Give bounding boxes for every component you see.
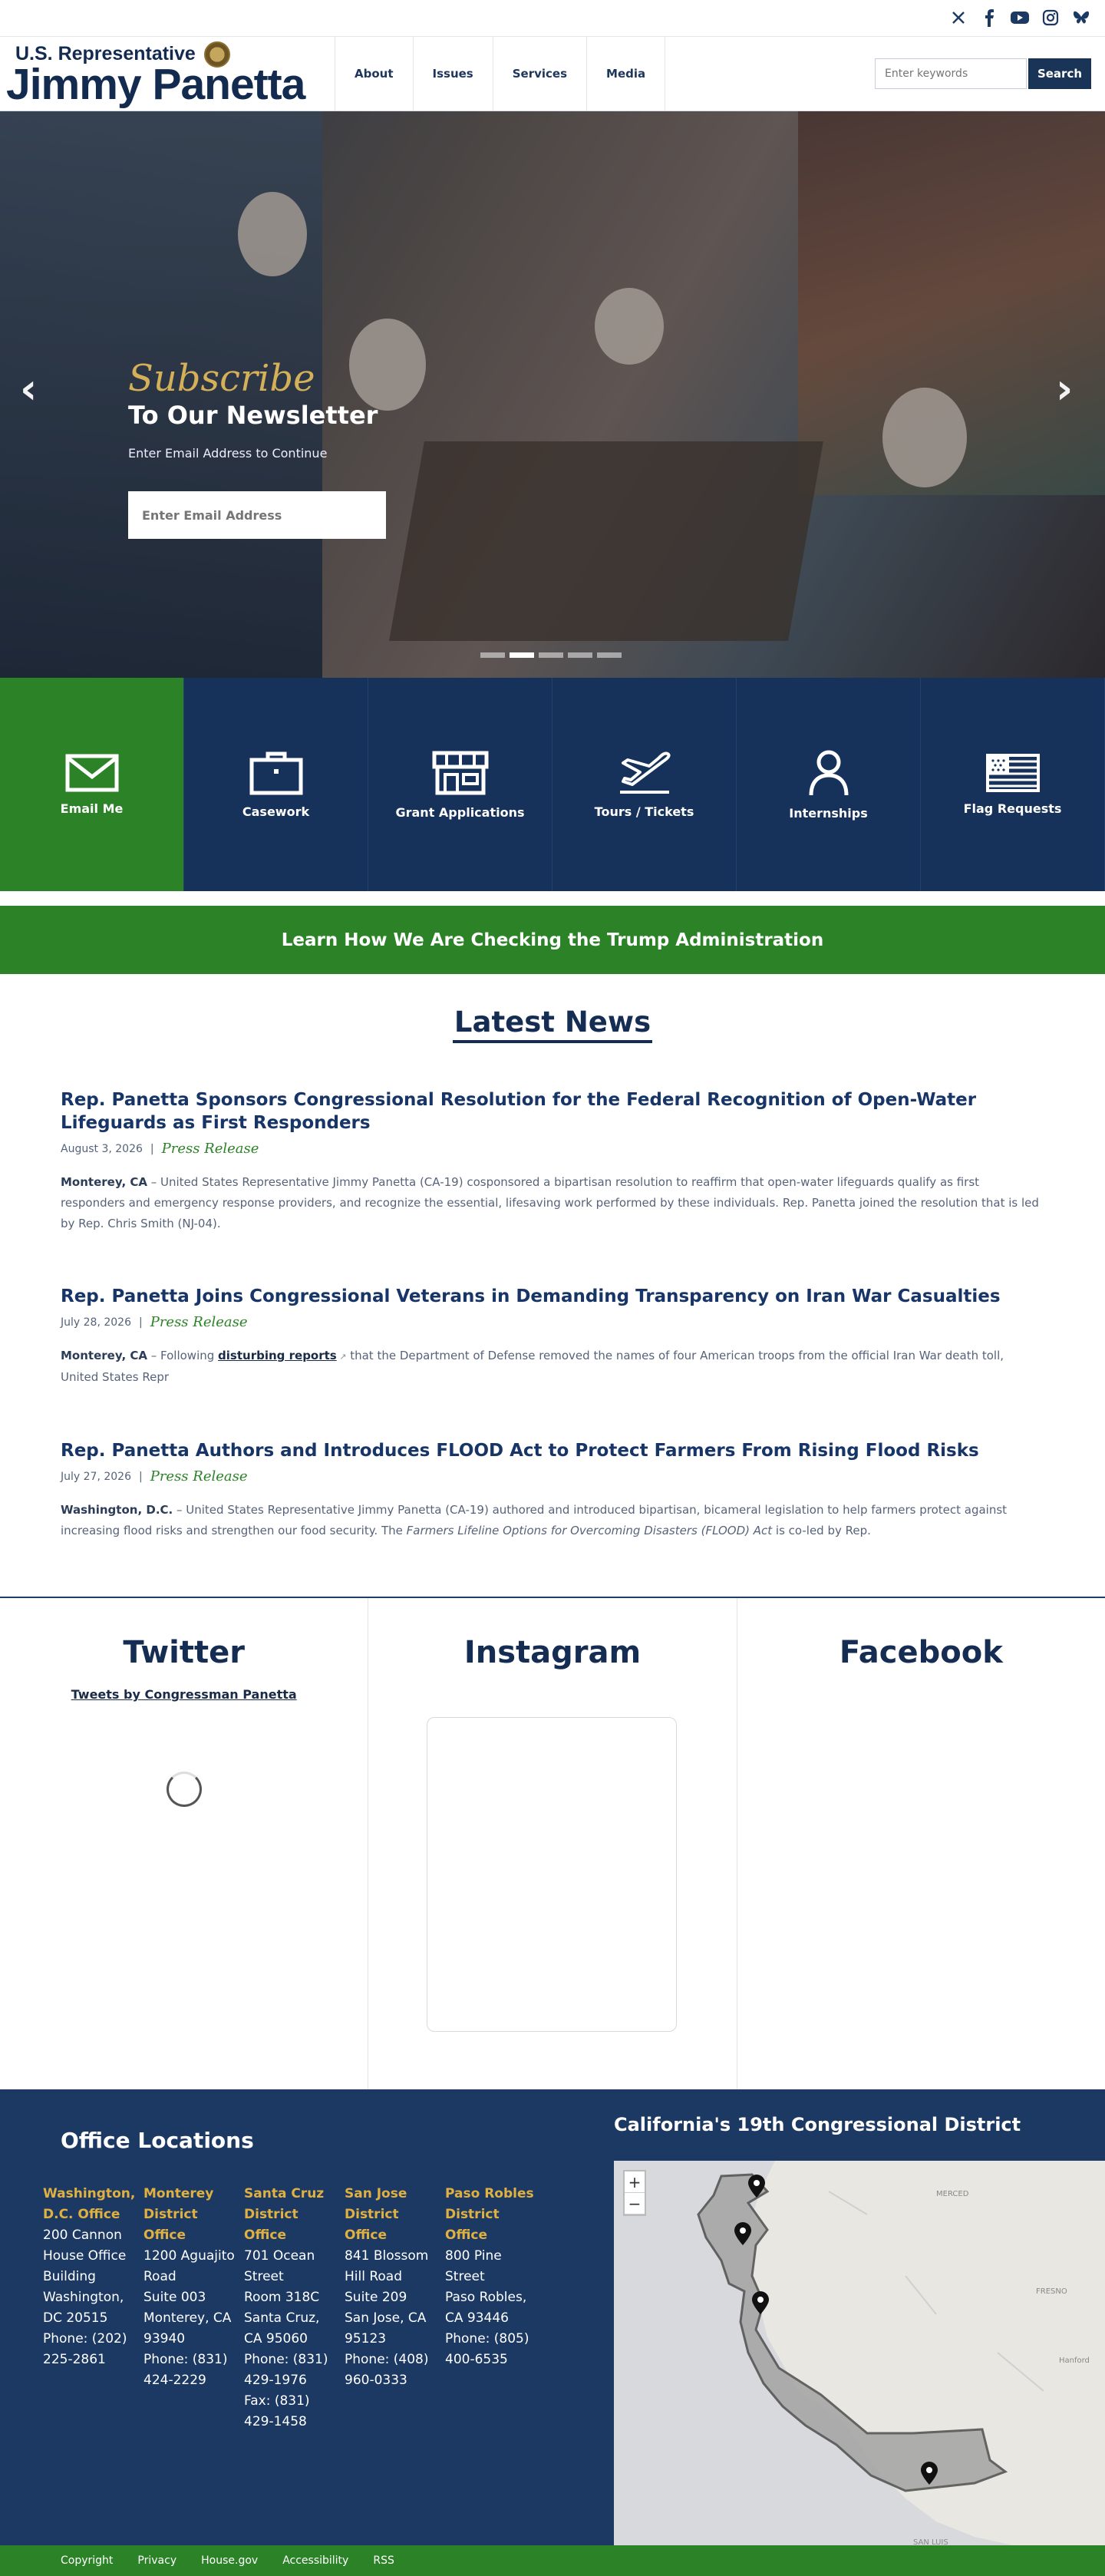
tile-grant-applications[interactable] — [368, 678, 552, 891]
news-body: – Following — [147, 1349, 219, 1362]
district-shape — [614, 2161, 1105, 2545]
x-icon[interactable] — [947, 6, 970, 29]
tile-internships[interactable] — [737, 678, 921, 891]
tile-label: Email Me — [60, 801, 124, 816]
logo-title[interactable]: U.S. Representative — [15, 43, 196, 64]
map-zoom-controls — [623, 2170, 646, 2216]
search-input[interactable] — [875, 58, 1027, 89]
external-link-icon: ↗ — [336, 1352, 347, 1362]
news-meta — [61, 1141, 1043, 1157]
office-line: San Jose, CA 95123 — [345, 2310, 427, 2346]
news-body: – United States Representative Jimmy Panetta (CA-19) authored and introduced bipartisan, bicameral legislation to help farmers protect against increasing flood risks and strengthen our food security. The — [61, 1503, 1008, 1537]
footer-link-copyright[interactable]: Copyright — [61, 2555, 114, 2567]
office-phone: Phone: (202) 225-2861 — [43, 2331, 127, 2367]
news-body: is co-led by Rep. — [772, 1524, 871, 1537]
footer-link-privacy[interactable]: Privacy — [137, 2555, 177, 2567]
next-arrow-icon[interactable]: › — [1056, 365, 1074, 413]
district-map-heading: California's 19th Congressional District — [614, 2114, 1021, 2135]
news-location: Monterey, CA — [61, 1175, 147, 1189]
office-line: 1200 Aguajito Road — [143, 2248, 235, 2284]
carousel-dot[interactable] — [539, 652, 563, 658]
office-san-jose — [345, 2184, 445, 2432]
footer-link-house-gov[interactable]: House.gov — [201, 2555, 259, 2567]
news-title[interactable]: Rep. Panetta Joins Congressional Veterans in Demanding Transparency on Iran War Casualties — [61, 1286, 1001, 1306]
office-line: Washington, DC 20515 — [43, 2290, 124, 2326]
zoom-out-button[interactable]: − — [625, 2193, 645, 2214]
twitter-heading: Twitter — [123, 1635, 245, 1670]
newsletter-desc: Enter Email Address to Continue — [128, 446, 328, 461]
office-line: 800 Pine Street — [445, 2248, 502, 2284]
logo-name[interactable]: Jimmy Panetta — [6, 60, 305, 109]
map-pin-icon[interactable] — [748, 2175, 765, 2198]
news-date: August 3, 2026 — [61, 1142, 143, 1155]
map-pin-icon[interactable] — [752, 2291, 769, 2314]
news-body: – United States Representative Jimmy Panetta (CA-19) cosponsored a bipartisan resolution to reaffirm that open-water lifeguards qualify as first responders and emergency response providers, and recognize the essential, lifesaving work performed by these individuals. Rep. Panetta joined the resolution that is led by Rep. Chris Smith (NJ-04). — [61, 1175, 1039, 1230]
facebook-heading: Facebook — [839, 1635, 1003, 1670]
news-tag: Press Release — [161, 1141, 259, 1157]
news-excerpt — [61, 1346, 1043, 1388]
office-line: Santa Cruz, CA 95060 — [244, 2310, 320, 2346]
person-icon — [807, 749, 850, 797]
envelope-icon — [65, 754, 119, 792]
carousel-dot[interactable] — [597, 652, 622, 658]
map-pin-icon[interactable] — [734, 2222, 751, 2245]
zoom-in-button[interactable]: + — [625, 2171, 645, 2193]
carousel-dot[interactable] — [480, 652, 505, 658]
nav-services[interactable]: Services — [493, 37, 586, 111]
tile-label: Flag Requests — [963, 801, 1062, 816]
newsletter-title: To Our Newsletter — [128, 401, 378, 430]
news-location: Monterey, CA — [61, 1349, 147, 1362]
news-item — [61, 1285, 1043, 1388]
tile-tours-tickets[interactable] — [552, 678, 737, 891]
bottom-links — [0, 2545, 1105, 2576]
news-title[interactable]: Rep. Panetta Sponsors Congressional Resolution for the Federal Recognition of Open-Water Lifeguards as First Responders — [61, 1090, 977, 1133]
office-phone: Phone: (831) 429-1976 — [244, 2352, 328, 2388]
news-tag: Press Release — [150, 1468, 248, 1485]
meta-separator: | — [150, 1142, 154, 1155]
office-line: Paso Robles, CA 93446 — [445, 2290, 527, 2326]
news-title[interactable]: Rep. Panetta Authors and Introduces FLOOD Act to Protect Farmers From Rising Flood Risks — [61, 1441, 979, 1461]
instagram-icon[interactable] — [1039, 6, 1062, 29]
twitter-column — [0, 1598, 368, 2089]
office-line: Monterey, CA 93940 — [143, 2310, 232, 2346]
search-button[interactable]: Search — [1028, 58, 1091, 89]
site-header — [0, 37, 1105, 111]
nav-media[interactable]: Media — [586, 37, 665, 111]
storefront-icon — [431, 750, 490, 796]
subscribe-script: Subscribe — [128, 357, 315, 400]
district-map[interactable] — [614, 2161, 1105, 2545]
latest-news-heading-wrap — [0, 1006, 1105, 1043]
office-dc — [43, 2184, 143, 2432]
footer — [0, 2089, 1105, 2545]
map-label: FRESNO — [1036, 2287, 1067, 2296]
office-line: Suite 003 — [143, 2290, 206, 2305]
news-date: July 28, 2026 — [61, 1316, 131, 1329]
carousel-dots — [480, 652, 622, 658]
tweets-link[interactable]: Tweets by Congressman Panetta — [71, 1687, 297, 1702]
news-body: that the Department of Defense removed the names of four American troops from the official Iran War death toll, United States Repr — [61, 1349, 1004, 1384]
tile-label: Casework — [242, 804, 310, 819]
latest-news-heading[interactable]: Latest News — [453, 1006, 652, 1043]
tile-casework[interactable] — [184, 678, 368, 891]
office-name: Santa Cruz District Office — [244, 2186, 325, 2243]
office-name: Washington, D.C. Office — [43, 2186, 136, 2222]
carousel-dot[interactable] — [568, 652, 592, 658]
main-nav — [335, 37, 665, 111]
instagram-embed[interactable] — [427, 1717, 677, 2032]
loading-spinner-icon — [167, 1772, 202, 1807]
office-santa-cruz — [244, 2184, 345, 2432]
nav-issues[interactable]: Issues — [413, 37, 493, 111]
office-name: Monterey District Office — [143, 2186, 214, 2243]
office-name: San Jose District Office — [345, 2186, 407, 2243]
instagram-heading: Instagram — [463, 1635, 642, 1670]
briefcase-icon — [249, 751, 303, 795]
top-bar — [0, 0, 1105, 37]
prev-arrow-icon[interactable]: ‹ — [20, 365, 38, 413]
carousel-dot[interactable] — [510, 652, 534, 658]
map-label: Hanford — [1059, 2356, 1090, 2365]
facebook-icon[interactable] — [978, 6, 1001, 29]
office-monterey — [143, 2184, 244, 2432]
news-date: July 27, 2026 — [61, 1470, 131, 1483]
accountability-banner[interactable]: Learn How We Are Checking the Trump Administration — [0, 906, 1105, 974]
tile-flag-requests[interactable] — [921, 678, 1105, 891]
office-phone: Phone: (831) 424-2229 — [143, 2352, 228, 2388]
nav-about[interactable]: About — [335, 37, 413, 111]
youtube-icon[interactable] — [1008, 6, 1031, 29]
map-label: SAN LUIS — [913, 2538, 948, 2545]
office-line: 701 Ocean Street — [244, 2248, 315, 2284]
office-line: 841 Blossom Hill Road — [345, 2248, 429, 2284]
meta-separator: | — [138, 1470, 143, 1483]
news-link[interactable]: disturbing reports — [218, 1349, 337, 1362]
facebook-column — [737, 1598, 1105, 2089]
office-paso-robles — [445, 2184, 546, 2432]
social-feeds — [0, 1598, 1105, 2089]
footer-link-rss[interactable]: RSS — [373, 2555, 394, 2567]
map-pin-icon[interactable] — [921, 2462, 938, 2485]
news-excerpt — [61, 1500, 1043, 1541]
newsletter-email-input[interactable] — [128, 491, 386, 539]
map-label: MERCED — [936, 2190, 969, 2198]
offices-heading: Office Locations — [61, 2128, 254, 2153]
tile-label: Internships — [789, 805, 868, 821]
office-line: Suite 209 — [345, 2290, 407, 2305]
meta-separator: | — [138, 1316, 143, 1329]
office-line: 200 Cannon House Office Building — [43, 2228, 127, 2284]
tile-label: Tours / Tickets — [594, 804, 694, 819]
service-tiles — [0, 678, 1105, 891]
office-list — [43, 2184, 546, 2432]
tile-label: Grant Applications — [395, 804, 525, 820]
news-item — [61, 1088, 1043, 1234]
office-fax: Fax: (831) 429-1458 — [244, 2393, 310, 2429]
footer-link-accessibility[interactable]: Accessibility — [282, 2555, 349, 2567]
news-location: Washington, D.C. — [61, 1503, 173, 1517]
news-tag: Press Release — [150, 1314, 248, 1330]
office-name: Paso Robles District Office — [445, 2186, 534, 2243]
news-item — [61, 1439, 1043, 1541]
news-meta — [61, 1314, 1043, 1330]
news-meta — [61, 1468, 1043, 1485]
office-phone: Phone: (805) 400-6535 — [445, 2331, 529, 2367]
news-excerpt — [61, 1172, 1043, 1234]
office-line: Room 318C — [244, 2290, 320, 2305]
social-links — [947, 6, 1093, 29]
tile-email-me[interactable] — [0, 678, 184, 891]
flag-icon — [986, 754, 1040, 792]
news-italic: Farmers Lifeline Options for Overcoming Disasters (FLOOD) Act — [406, 1524, 773, 1537]
bluesky-icon[interactable] — [1070, 6, 1093, 29]
instagram-column — [368, 1598, 737, 2089]
office-phone: Phone: (408) 960-0333 — [345, 2352, 429, 2388]
airplane-icon — [617, 751, 672, 795]
hero-carousel — [0, 111, 1105, 678]
